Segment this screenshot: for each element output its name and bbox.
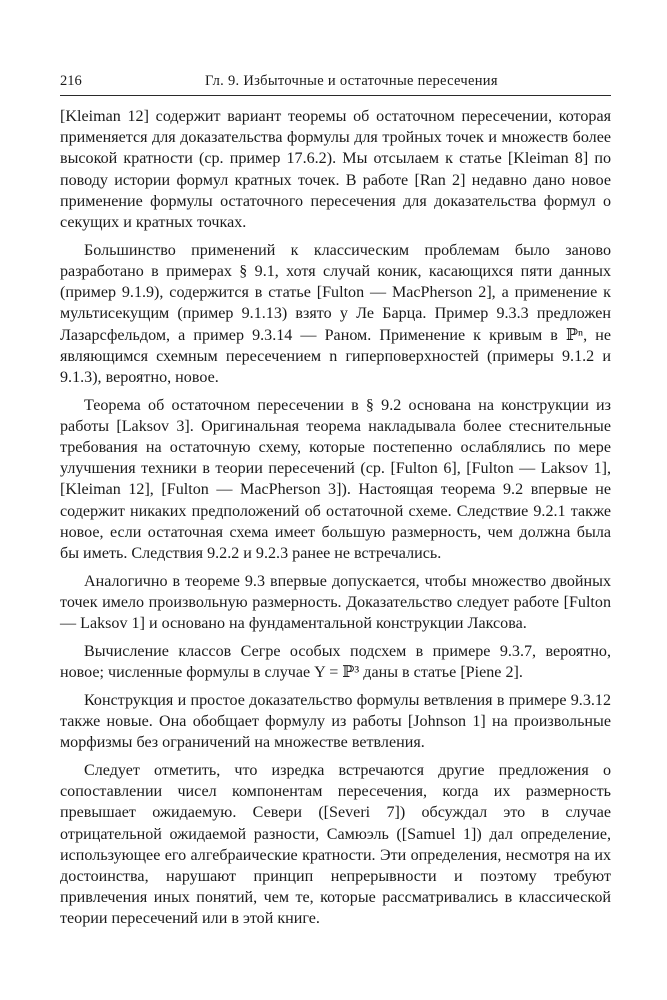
paragraph: Теорема об остаточном пересечении в § 9.2 основана на конструкции из работы [Laksov 3]. Оригинальная теорема накладывала более стеснительные требования на остаточную схему, которые постепенно ослаблялись по мере улучшения техники в теории пересечений (ср. [Fulton 6], [Fulton — Laksov 1], [Kleiman 12], [Fulton — MacPherson 3]). Настоящая теорема 9.2 впервые не содержит никаких предположений об остаточной схеме. Следствие 9.2.1 также новое, если остаточная схема имеет большую размерность, чем должна была бы иметь. Следствия 9.2.2 и 9.2.3 ранее не встречались. [60, 396, 611, 563]
paragraph: Вычисление классов Сегре особых подсхем в примере 9.3.7, вероятно, новое; численные формулы в случае Y = ℙ³ даны в статье [Piene 2]. [60, 642, 611, 682]
running-header [60, 68, 611, 94]
paragraph: Конструкция и простое доказательство формулы ветвления в примере 9.3.12 также новые. Она обобщает формулу из работы [Johnson 1] на произвольные морфизмы без ограничений на множестве ветвления. [60, 691, 611, 752]
paragraph: Следует отметить, что изредка встречаются другие предложения о сопоставлении чисел компонентам пересечения, когда их размерность превышает ожидаемую. Севери ([Severi 7]) обсуждал это в случае отрицательной ожидаемой разности, Самюэль ([Samuel 1]) дал определение, использующее его алгебраические кратности. Эти определения, несмотря на их достоинства, нарушают принцип непрерывности и поэтому требуют привлечения иных понятий, чем те, которые рассматривались в классической теории пересечений или в этой книге. [60, 761, 611, 928]
body-text [60, 106, 611, 930]
paragraph: Аналогично в теореме 9.3 впервые допускается, чтобы множество двойных точек имело произвольную размерность. Доказательство следует работе [Fulton — Laksov 1] и основано на фундаментальной конструкции Лаксова. [60, 572, 611, 633]
paragraph: Большинство применений к классическим проблемам было заново разработано в примерах § 9.1, хотя случай коник, касающихся пяти данных (пример 9.1.9), содержится в статье [Fulton — MacPherson 2], а применение к мультисекущим (пример 9.1.13) взято у Ле Барца. Пример 9.3.3 предложен Лазарсфельдом, а пример 9.3.14 — Раном. Применение к кривым в ℙⁿ, не являющимся схемным пересечением n гиперповерхностей (примеры 9.1.2 и 9.1.3), вероятно, новое. [60, 241, 611, 386]
running-title: Гл. 9. Избыточные и остаточные пересечения [205, 73, 498, 89]
page-number: 216 [60, 73, 82, 89]
header-rule [60, 95, 611, 96]
paragraph: [Kleiman 12] содержит вариант теоремы об остаточном пересечении, которая применяется для доказательства формулы для тройных точек и множеств более высокой кратности (ср. пример 17.6.2). Мы отсылаем к статье [Kleiman 8] по поводу истории формул кратных точек. В работе [Ran 2] недавно дано новое применение формулы остаточного пересечения для доказательства формул о секущих и кратных точках. [60, 108, 611, 232]
book-page [60, 68, 611, 930]
